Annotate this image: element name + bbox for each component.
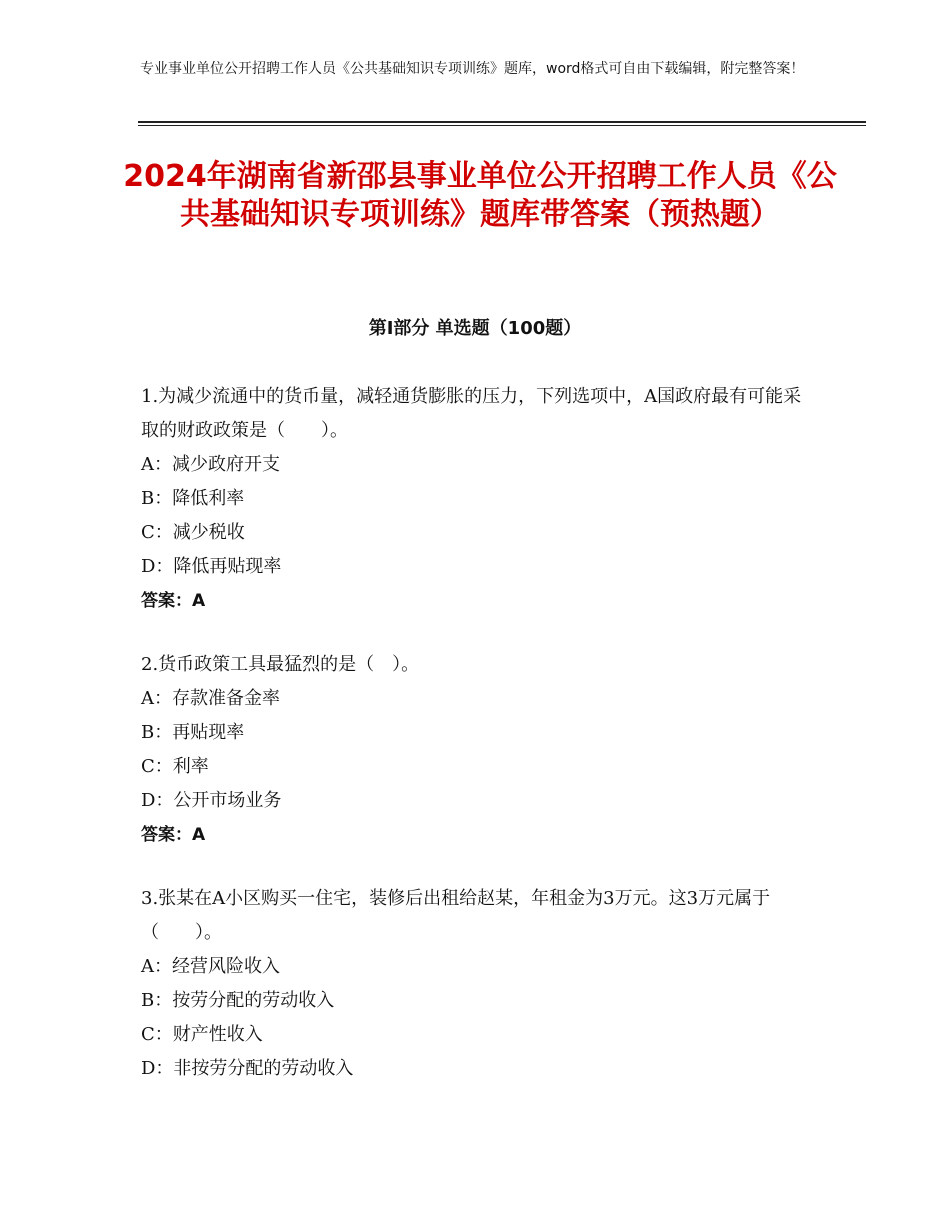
option-b: B：再贴现率: [141, 722, 245, 743]
header-rule-thin: [138, 125, 866, 126]
section-heading: 第Ⅰ部分 单选题（100题）: [368, 318, 582, 339]
option-d: D：降低再贴现率: [141, 556, 282, 577]
page-header: 专业事业单位公开招聘工作人员《公共基础知识专项训练》题库，word格式可自由下载编辑，附完整答案！: [140, 61, 805, 77]
answer-line: 答案：A: [141, 591, 206, 611]
option-c: C：财产性收入: [141, 1024, 263, 1045]
header-rule-thick: [138, 121, 866, 123]
question-1: [141, 380, 813, 618]
document-title: 2024年湖南省新邵县事业单位公开招聘工作人员《公共基础知识专项训练》题库带答案（预热题）: [123, 159, 837, 232]
option-a: A：减少政府开支: [141, 454, 280, 475]
answer-line: 答案：A: [141, 825, 206, 845]
question-list: [141, 380, 813, 1116]
option-b: B：按劳分配的劳动收入: [141, 990, 335, 1011]
question-stem: 1.为减少流通中的货币量，减轻通货膨胀的压力，下列选项中，A国政府最有可能采取的财政政策是（ ）。: [141, 386, 802, 441]
option-b: B：降低利率: [141, 488, 245, 509]
question-stem: 3.张某在A小区购买一住宅，装修后出租给赵某，年租金为3万元。这3万元属于（ ）。: [141, 888, 771, 943]
option-a: A：经营风险收入: [141, 956, 280, 977]
option-d: D：公开市场业务: [141, 790, 282, 811]
option-a: A：存款准备金率: [141, 688, 280, 709]
option-c: C：减少税收: [141, 522, 245, 543]
question-2: [141, 648, 813, 852]
question-stem: 2.货币政策工具最猛烈的是（ ）。: [141, 654, 420, 675]
question-3: [141, 882, 813, 1086]
option-d: D：非按劳分配的劳动收入: [141, 1058, 354, 1079]
option-c: C：利率: [141, 756, 209, 777]
